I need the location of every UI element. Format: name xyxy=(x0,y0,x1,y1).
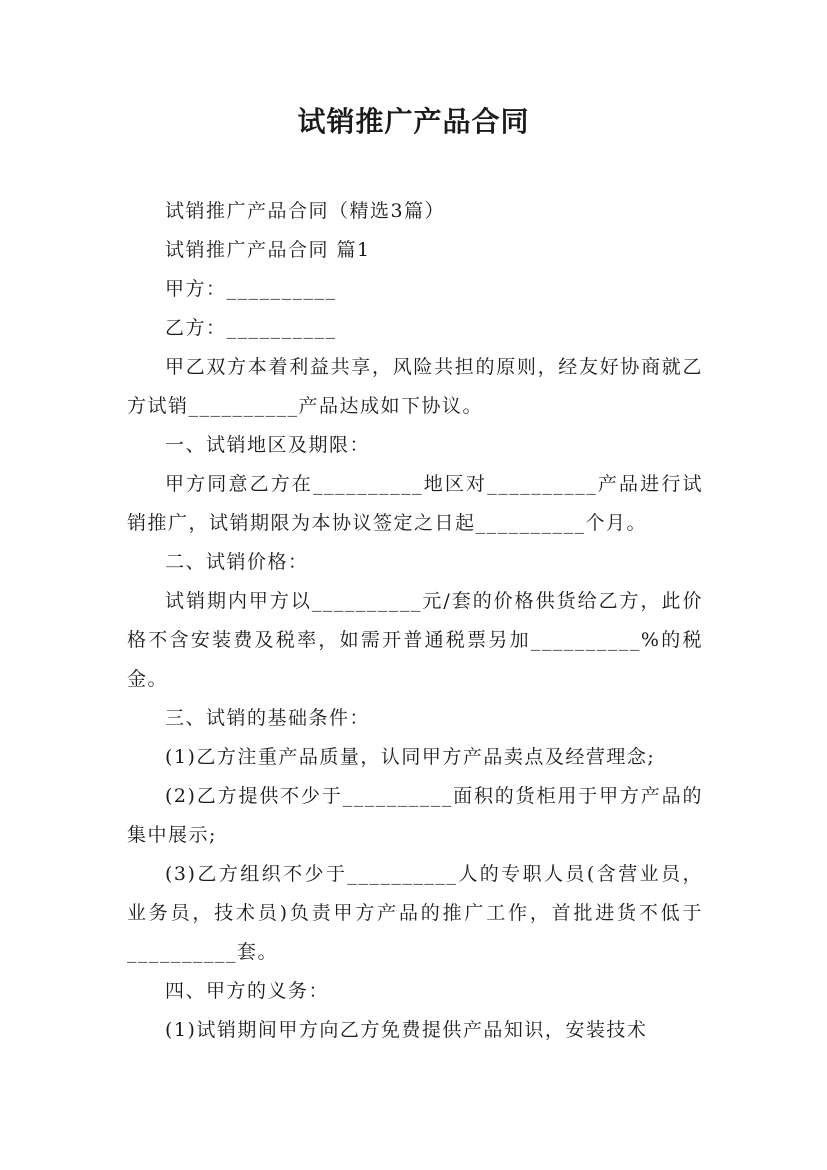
paragraph-party-a: 甲方：__________ xyxy=(165,278,337,300)
paragraph-condition-3: (3)乙方组织不少于__________人的专职人员(含营业员，业务员，技术员)负责甲方产品的推广工作，首批进货不低于__________套。 xyxy=(127,863,703,963)
paragraph-region-term: 甲方同意乙方在__________地区对__________产品进行试销推广，试销期限为本协议签定之日起__________个月。 xyxy=(127,473,703,534)
paragraph-heading-region: 一、试销地区及期限： xyxy=(165,434,371,456)
document-body xyxy=(127,192,703,1050)
paragraph-condition-1: (1)乙方注重产品质量，认同甲方产品卖点及经营理念; xyxy=(165,746,656,768)
paragraph-heading-obligations: 四、甲方的义务： xyxy=(165,980,330,1002)
paragraph-heading-conditions: 三、试销的基础条件： xyxy=(165,707,371,729)
paragraph-subtitle: 试销推广产品合同（精选3篇） xyxy=(165,200,446,222)
paragraph-condition-2: (2)乙方提供不少于__________面积的货柜用于甲方产品的集中展示; xyxy=(127,785,703,846)
document-title: 试销推广产品合同 xyxy=(297,105,530,138)
paragraph-obligation-1: (1)试销期间甲方向乙方免费提供产品知识，安装技术 xyxy=(165,1019,648,1041)
paragraph-party-b: 乙方：__________ xyxy=(165,317,337,339)
paragraph-section-heading: 试销推广产品合同 篇1 xyxy=(165,239,371,261)
paragraph-price: 试销期内甲方以__________元/套的价格供货给乙方，此价格不含安装费及税率，如需开普通税票另加__________%的税金。 xyxy=(127,590,703,690)
paragraph-heading-price: 二、试销价格： xyxy=(165,551,309,573)
paragraph-preamble: 甲乙双方本着利益共享，风险共担的原则，经友好协商就乙方试销__________产品达成如下协议。 xyxy=(127,356,703,417)
